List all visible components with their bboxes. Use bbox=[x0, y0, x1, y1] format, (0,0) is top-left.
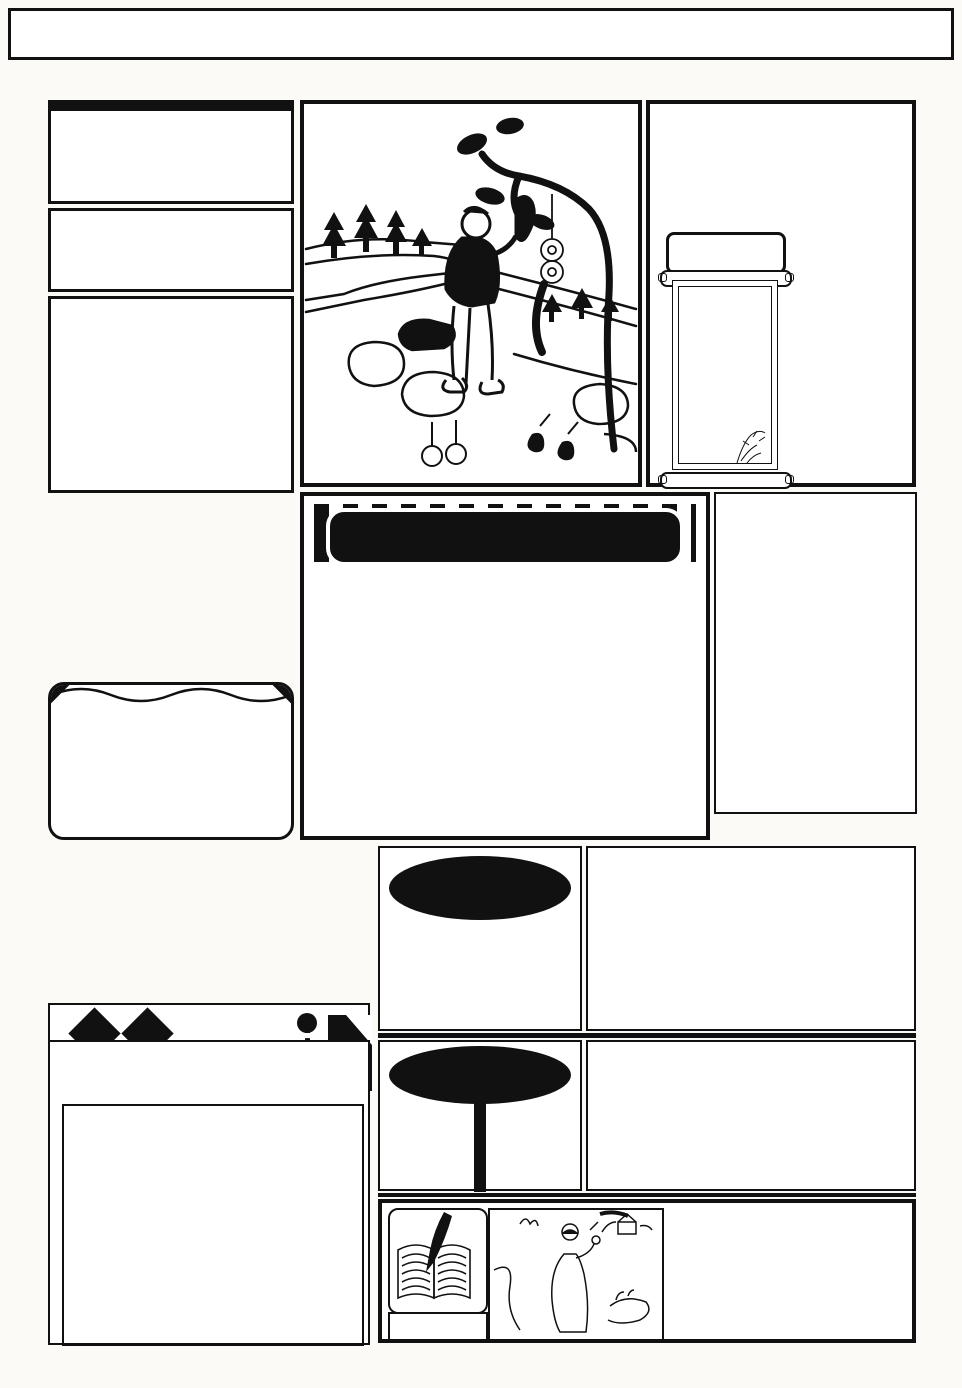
big-double-box bbox=[586, 846, 916, 1031]
mystic-panel bbox=[646, 100, 916, 487]
special-code-advice bbox=[51, 303, 291, 445]
heavy-divider bbox=[378, 1193, 916, 1197]
big-double-text bbox=[588, 856, 914, 864]
main-illustration bbox=[300, 100, 642, 487]
computer-analysis-header bbox=[326, 508, 684, 566]
zodiac-puzzle-box bbox=[48, 1040, 370, 1345]
col-door bbox=[51, 109, 143, 111]
wave-divider bbox=[51, 687, 291, 703]
mark-six-strip-right bbox=[920, 100, 960, 1342]
scroll-body bbox=[672, 280, 778, 470]
special-code-box bbox=[48, 296, 294, 493]
heavy-divider bbox=[378, 1033, 916, 1038]
scene-drawing bbox=[304, 104, 638, 483]
treasure-box bbox=[378, 1199, 916, 1343]
odd-even-text bbox=[588, 1042, 914, 1052]
hot-cold-table bbox=[48, 100, 294, 204]
contribution-box bbox=[48, 682, 294, 840]
mark-six-strip-left bbox=[2, 100, 42, 1342]
book-illustration bbox=[388, 1208, 488, 1314]
scroll-sketch bbox=[731, 423, 771, 467]
code-seek-scroll bbox=[660, 232, 788, 484]
option-divider bbox=[474, 1108, 486, 1192]
option-double bbox=[486, 1108, 514, 1192]
divider-dot bbox=[297, 1013, 317, 1033]
total-open-title bbox=[389, 856, 571, 920]
lady-drawing bbox=[490, 1210, 658, 1336]
col-hot bbox=[143, 109, 189, 111]
total-open-box bbox=[378, 846, 582, 1031]
special-open-options bbox=[380, 1108, 580, 1192]
col-weak bbox=[189, 109, 235, 111]
cold-hot-numbers bbox=[51, 213, 291, 221]
col-offer bbox=[235, 109, 291, 111]
book-pen-drawing bbox=[390, 1210, 482, 1308]
special-open-box bbox=[378, 1040, 582, 1191]
mark-six-strip-top bbox=[8, 64, 954, 96]
zodiac-puzzle-grid bbox=[62, 1104, 364, 1346]
lady-illustration bbox=[488, 1208, 664, 1342]
cold-hot-box bbox=[48, 208, 294, 292]
scroll-title bbox=[666, 232, 786, 274]
scroll-roller-bottom bbox=[660, 472, 792, 489]
computer-analysis-box bbox=[300, 492, 710, 840]
appearance-panel bbox=[714, 492, 917, 814]
masthead bbox=[8, 8, 954, 60]
hot-cold-table-header bbox=[51, 107, 291, 111]
odd-even-box bbox=[586, 1040, 916, 1191]
option-big bbox=[446, 1108, 474, 1192]
explainer-label bbox=[388, 1312, 488, 1342]
